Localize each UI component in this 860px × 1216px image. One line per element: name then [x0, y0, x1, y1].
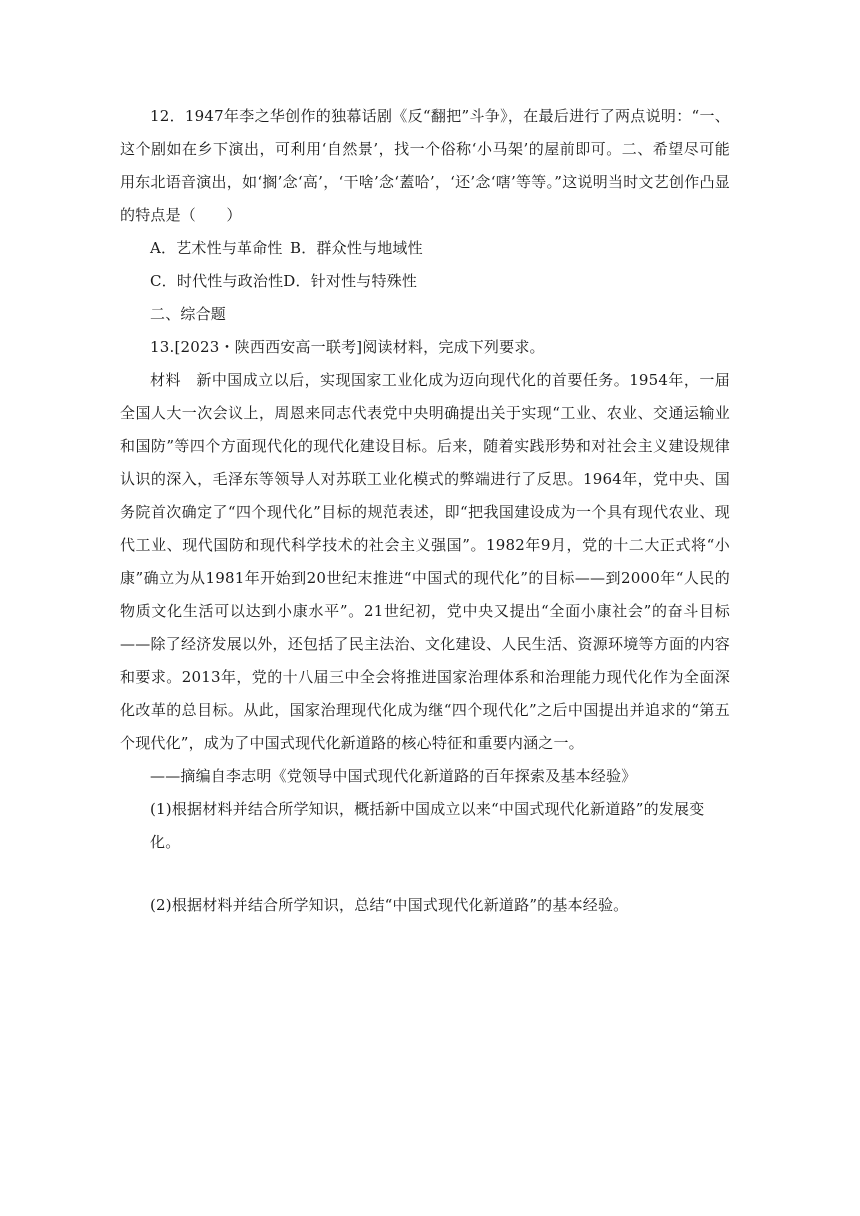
question-12-options-row-2 — [120, 265, 730, 298]
material-source: ——摘编自李志明《党领导中国式现代化新道路的百年探索及基本经验》 — [150, 767, 637, 785]
question-13-header: 13.[2023・陕西西安高一联考]阅读材料，完成下列要求。 — [150, 338, 545, 356]
option-c: C．时代性与政治性 — [150, 272, 284, 290]
section-title: 二、综合题 — [150, 305, 227, 323]
option-d: D．针对性与特殊性 — [283, 272, 418, 290]
question-13-sub-2: (2)根据材料并结合所学知识，总结“中国式现代化新道路”的基本经验。 — [150, 896, 629, 914]
answer-space — [120, 859, 730, 889]
question-12-stem: 12．1947年李之华创作的独幕话剧《反“翻把”斗争》，在最后进行了两点说明：“一、这个剧如在乡下演出，可利用‘自然景’，找一个俗称‘小马架’的屋前即可。二、希望尽可能用东北语音演出，如‘搁’念‘高’，‘干啥’念‘蓋哈’，‘还’念‘嗐’等等。”这说明当时文艺创作凸显的特点是（ ） — [120, 107, 730, 224]
question-13-material: 材料 新中国成立以后，实现国家工业化成为迈向现代化的首要任务。1954年，一届全国人大一次会议上，周恩来同志代表党中央明确提出关于实现“工业、农业、交通运输业和国防”等四个方面现代化的现代化建设目标。后来，随着实践形势和对社会主义建设规律认识的深入，毛泽东等领导人对苏联工业化模式的弊端进行了反思。1964年，党中央、国务院首次确定了“四个现代化”目标的规范表述，即“把我国建设成为一个具有现代农业、现代工业、现代国防和现代科学技术的社会主义强国”。1982年9月，党的十二大正式将“小康”确立为从1981年开始到20世纪末推进“中国式的现代化”的目标——到2000年“人民的物质文化生活可以达到小康水平”。21世纪初，党中央又提出“全面小康社会”的奋斗目标——除了经济发展以外，还包括了民主法治、文化建设、人民生活、资源环境等方面的内容和要求。2013年，党的十八届三中全会将推进国家治理体系和治理能力现代化作为全面深化改革的总目标。从此，国家治理现代化成为继“四个现代化”之后中国提出并追求的“第五个现代化”，成为了中国式现代化新道路的核心特征和重要内涵之一。 — [120, 371, 730, 752]
document-page — [120, 100, 730, 922]
question-12-options-row-1 — [120, 232, 730, 265]
option-a: A．艺术性与革命性 — [150, 239, 283, 257]
option-b: B．群众性与地域性 — [290, 239, 423, 257]
question-13-sub-1: (1)根据材料并结合所学知识，概括新中国成立以来“中国式现代化新道路”的发展变化。 — [150, 800, 705, 851]
